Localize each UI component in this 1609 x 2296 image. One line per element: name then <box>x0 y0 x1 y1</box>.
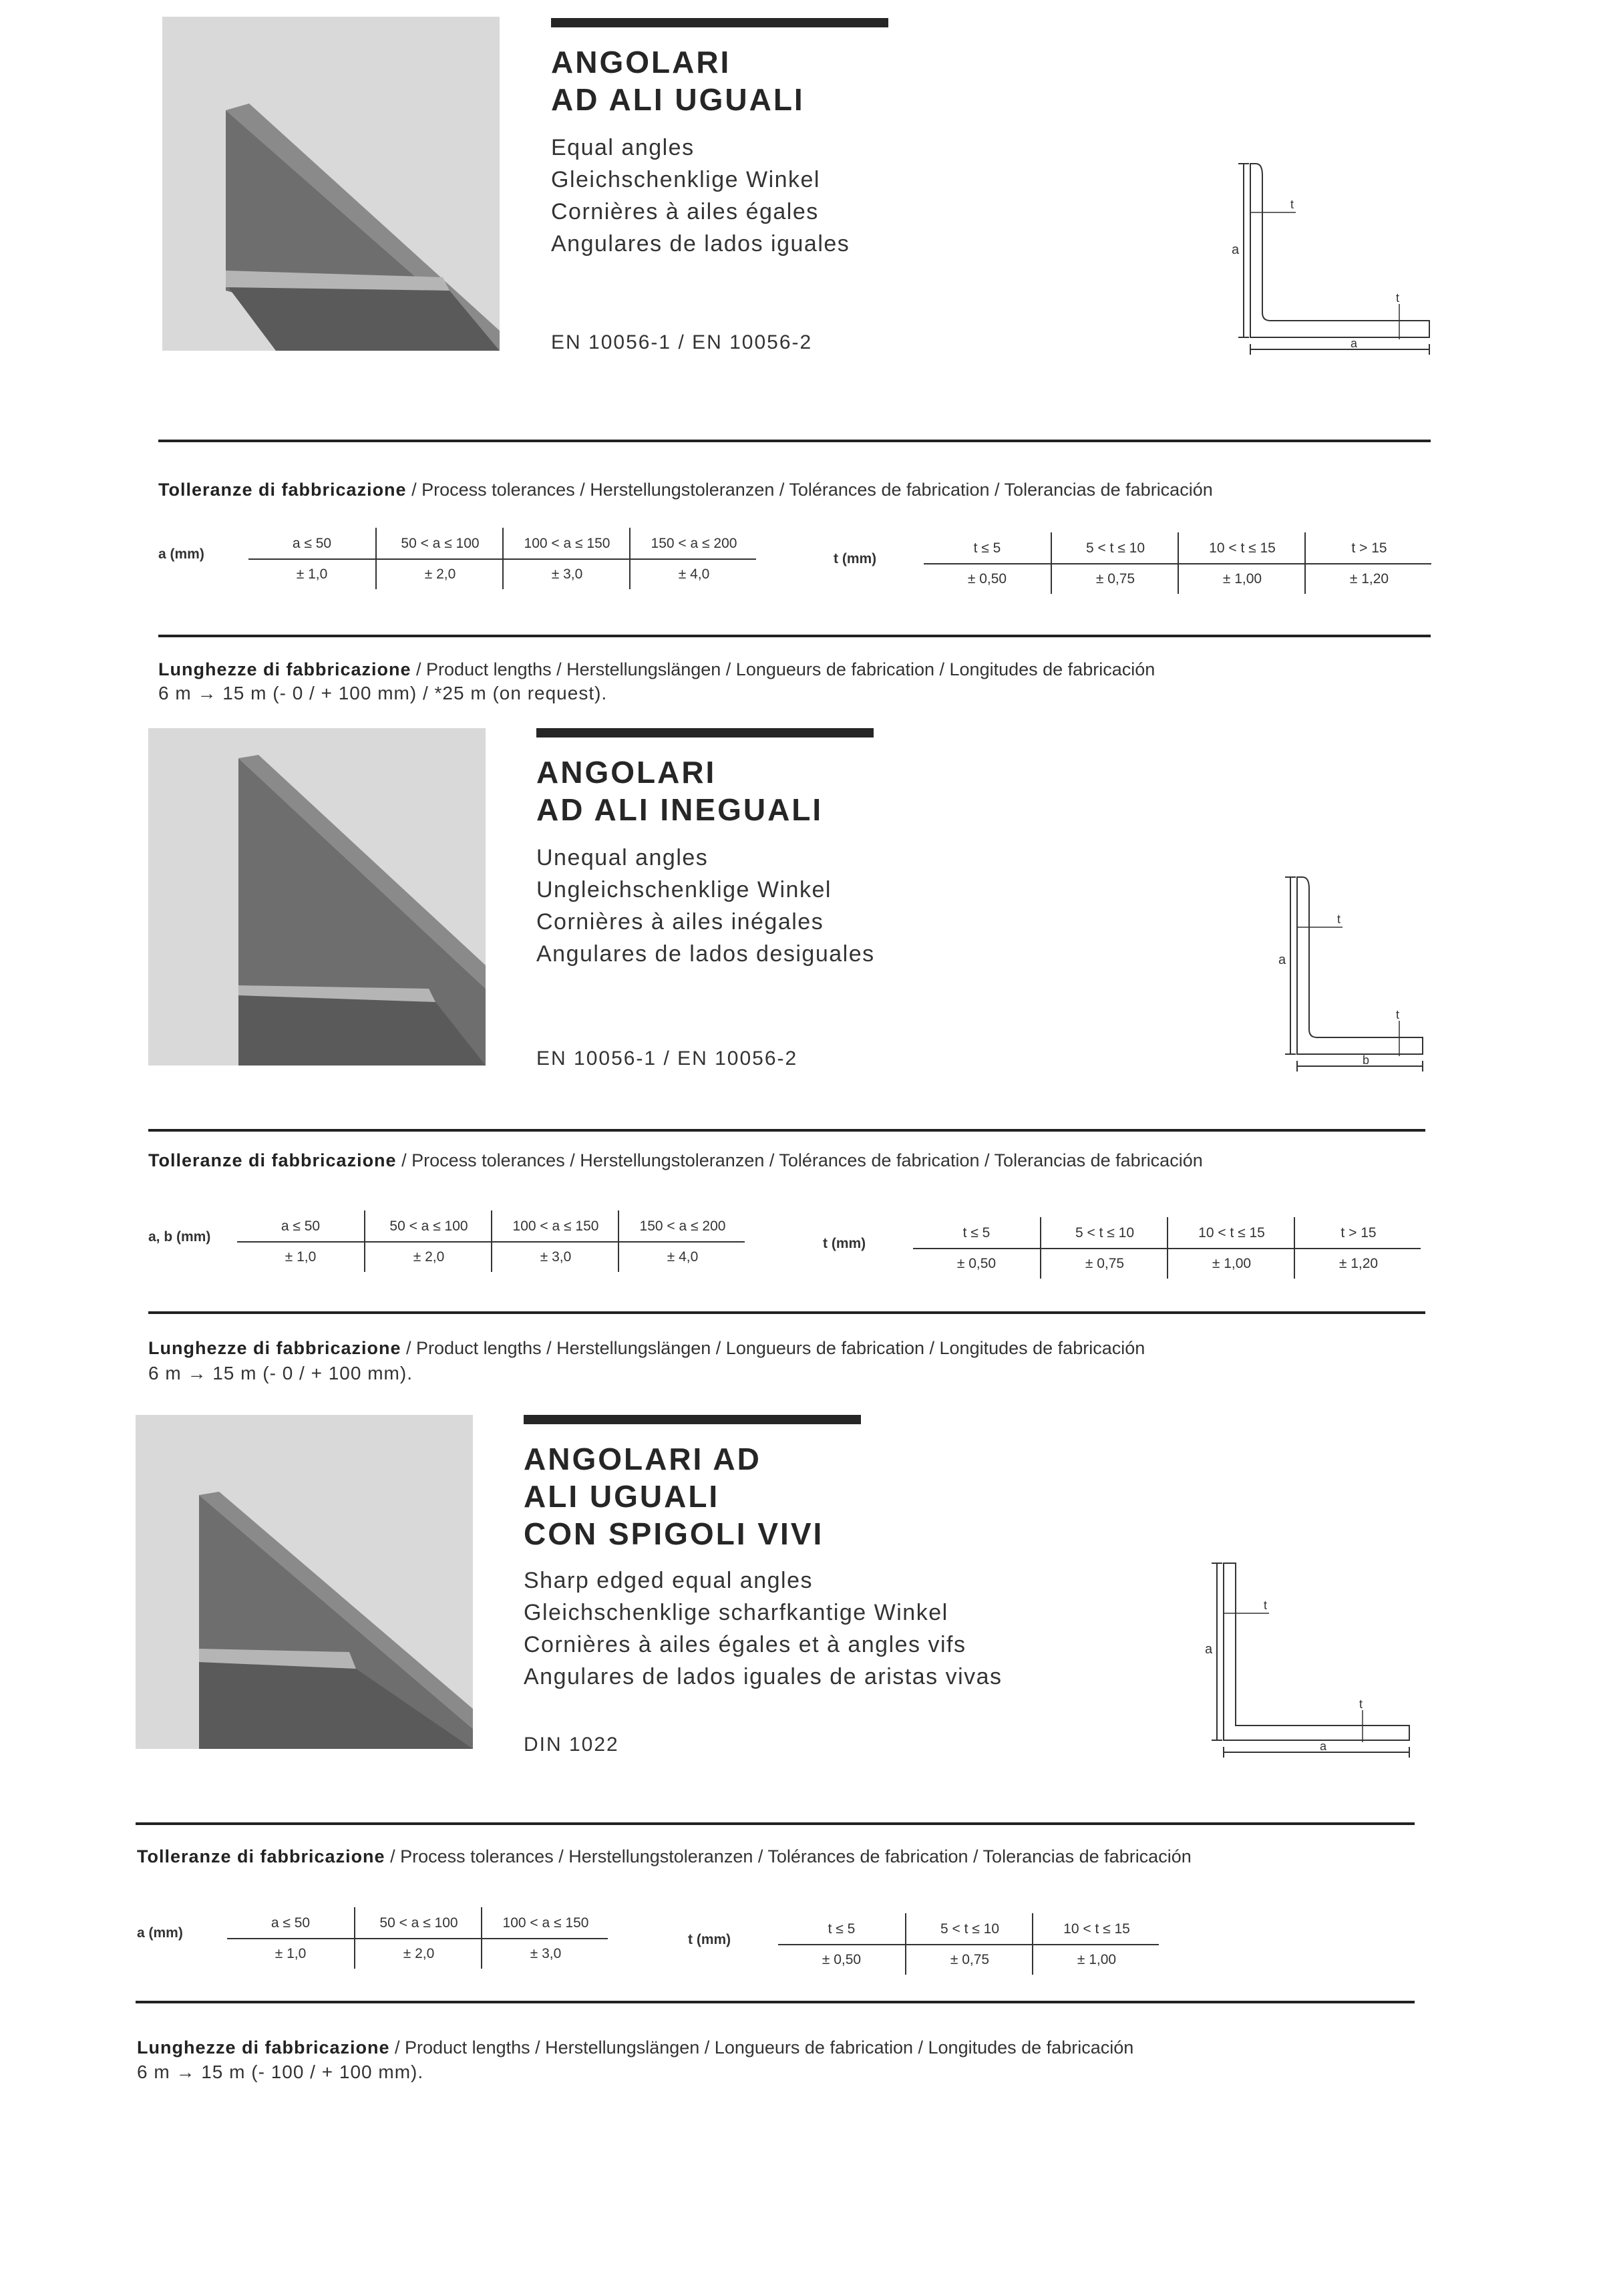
tolerances-heading <box>137 1846 1192 1867</box>
size-tolerance-label: a (mm) <box>158 546 204 562</box>
size-tolerance-label: a, b (mm) <box>148 1229 211 1245</box>
product-lengths: 6 m → 15 m (- 0 / + 100 mm) / *25 m (on request). <box>158 683 608 703</box>
table-cell <box>1178 532 1306 594</box>
table-cell <box>1040 1217 1168 1279</box>
title-bar <box>536 728 874 737</box>
range: 10 < t ≤ 15 <box>1198 1225 1265 1241</box>
tolerance: ± 1,0 <box>275 1946 307 1961</box>
table-cell <box>364 1210 492 1272</box>
translations <box>524 1565 1003 1693</box>
divider <box>158 440 1431 442</box>
size-tolerance-label: a (mm) <box>137 1925 183 1941</box>
tolerances-heading-bold: Tolleranze di fabbricazione <box>137 1846 385 1866</box>
dim-base-label: a <box>1320 1740 1327 1753</box>
section-title <box>536 754 823 828</box>
dim-t2-label: t <box>1396 291 1400 305</box>
size-tolerance-table <box>248 528 756 589</box>
translation-es: Angulares de lados iguales <box>551 231 850 257</box>
range: 5 < t ≤ 10 <box>940 1921 999 1937</box>
title-line: ANGOLARI <box>551 45 731 79</box>
range: 10 < t ≤ 15 <box>1063 1921 1130 1937</box>
table-cell <box>913 1217 1040 1279</box>
standard-reference: DIN 1022 <box>524 1734 619 1756</box>
divider <box>136 1822 1415 1825</box>
product-photo <box>148 728 486 1065</box>
tolerance: ± 4,0 <box>667 1249 699 1265</box>
lengths-heading <box>137 2037 1133 2058</box>
lengths-heading-bold: Lunghezze di fabbricazione <box>148 1338 401 1358</box>
title-line: CON SPIGOLI VIVI <box>524 1516 824 1551</box>
table-cell <box>227 1907 354 1969</box>
tolerances-heading <box>158 480 1213 500</box>
divider <box>148 1129 1425 1132</box>
range: t ≤ 5 <box>973 540 1001 556</box>
dim-a-label: a <box>1232 242 1240 257</box>
table-cell <box>502 528 631 589</box>
lengths-heading <box>158 659 1155 680</box>
range: 150 < a ≤ 200 <box>639 1218 726 1234</box>
table-cell <box>1032 1913 1160 1975</box>
range: 5 < t ≤ 10 <box>1086 540 1145 556</box>
range: 150 < a ≤ 200 <box>651 536 737 551</box>
table-cell <box>491 1210 619 1272</box>
lengths-heading <box>148 1338 1145 1359</box>
product-lengths: 6 m → 15 m (- 100 / + 100 mm). <box>137 2062 424 2082</box>
table-cell <box>481 1907 609 1969</box>
translation-de: Ungleichschenklige Winkel <box>536 877 832 903</box>
range: 50 < a ≤ 100 <box>401 536 480 551</box>
tolerance: ± 1,00 <box>1222 571 1262 587</box>
range: a ≤ 50 <box>271 1915 311 1931</box>
table-cell <box>1304 532 1433 594</box>
table-cell <box>237 1210 364 1272</box>
dim-t2-label: t <box>1359 1697 1363 1711</box>
size-tolerance-table <box>237 1210 745 1272</box>
dim-t-label: t <box>1337 913 1341 926</box>
table-cell <box>924 532 1051 594</box>
table-cell <box>1294 1217 1422 1279</box>
angle-profile-diagram <box>1276 874 1436 1081</box>
tolerance: ± 1,00 <box>1077 1952 1117 1967</box>
divider <box>148 1311 1425 1314</box>
translation-fr: Cornières à ailes inégales <box>536 909 824 935</box>
tolerance: ± 0,75 <box>1095 571 1135 587</box>
range: t > 15 <box>1340 1225 1377 1241</box>
tolerance: ± 0,50 <box>967 571 1007 587</box>
table-cell <box>629 528 757 589</box>
range: t ≤ 5 <box>962 1225 991 1241</box>
tolerance: ± 2,0 <box>403 1946 435 1961</box>
tolerance: ± 0,75 <box>950 1952 990 1967</box>
tolerance: ± 2,0 <box>413 1249 445 1265</box>
table-cell <box>778 1913 905 1975</box>
title-line: AD ALI UGUALI <box>551 82 805 117</box>
tolerance: ± 1,0 <box>296 566 328 582</box>
range: 5 < t ≤ 10 <box>1075 1225 1134 1241</box>
translation-en: Equal angles <box>551 135 695 160</box>
thickness-tolerance-label: t (mm) <box>823 1236 866 1251</box>
standard-reference: EN 10056-1 / EN 10056-2 <box>551 331 813 353</box>
tolerance: ± 1,0 <box>285 1249 317 1265</box>
range: a ≤ 50 <box>281 1218 321 1234</box>
product-lengths: 6 m → 15 m (- 0 / + 100 mm). <box>148 1363 413 1383</box>
title-line: AD ALI INEGUALI <box>536 792 824 827</box>
range: 100 < a ≤ 150 <box>512 1218 599 1234</box>
tolerances-heading-rest: / Process tolerances / Herstellungstoleranzen / Tolérances de fabrication / Tolerancias de fabricación <box>406 480 1213 500</box>
table-cell <box>354 1907 482 1969</box>
tolerance: ± 3,0 <box>530 1946 562 1961</box>
range: a ≤ 50 <box>292 536 332 551</box>
lengths-heading-rest: / Product lengths / Herstellungslängen / Longueurs de fabrication / Longitudes de fabricación <box>411 659 1155 679</box>
tolerance: ± 0,75 <box>1085 1256 1125 1271</box>
section-title <box>551 43 805 118</box>
divider <box>136 2001 1415 2003</box>
translation-fr: Cornières à ailes égales <box>551 199 819 224</box>
range: 50 < a ≤ 100 <box>379 1915 458 1931</box>
dim-base-label: a <box>1351 337 1358 350</box>
dim-a-label: a <box>1205 1642 1213 1657</box>
title-line: ALI UGUALI <box>524 1479 720 1514</box>
range: 100 < a ≤ 150 <box>502 1915 589 1931</box>
divider <box>158 635 1431 637</box>
tolerance: ± 0,50 <box>956 1256 997 1271</box>
range: t ≤ 5 <box>828 1921 856 1937</box>
tolerances-heading-bold: Tolleranze di fabbricazione <box>158 480 407 500</box>
lengths-heading-bold: Lunghezze di fabbricazione <box>137 2037 390 2058</box>
range: 50 < a ≤ 100 <box>389 1218 468 1234</box>
translation-es: Angulares de lados desiguales <box>536 941 875 967</box>
translation-en: Sharp edged equal angles <box>524 1568 813 1593</box>
range: 10 < t ≤ 15 <box>1209 540 1276 556</box>
tolerances-heading-bold: Tolleranze di fabbricazione <box>148 1150 397 1170</box>
table-cell <box>248 528 375 589</box>
standard-reference: EN 10056-1 / EN 10056-2 <box>536 1047 798 1070</box>
dim-t-label: t <box>1290 198 1294 211</box>
translation-es: Angulares de lados iguales de aristas vivas <box>524 1664 1003 1689</box>
translations <box>536 842 875 970</box>
thickness-tolerance-table <box>913 1217 1421 1279</box>
range: t > 15 <box>1351 540 1387 556</box>
lengths-heading-rest: / Product lengths / Herstellungslängen / Longueurs de fabrication / Longitudes de fabricación <box>389 2037 1134 2058</box>
title-line: ANGOLARI AD <box>524 1442 761 1476</box>
product-photo <box>136 1415 473 1749</box>
tolerance: ± 1,00 <box>1212 1256 1252 1271</box>
size-tolerance-table <box>227 1907 608 1969</box>
tolerances-heading <box>148 1150 1203 1171</box>
tolerance: ± 1,20 <box>1349 571 1389 587</box>
product-photo <box>162 17 500 351</box>
thickness-tolerance-label: t (mm) <box>834 551 877 566</box>
thickness-tolerance-table <box>778 1913 1159 1975</box>
tolerances-heading-rest: / Process tolerances / Herstellungstoleranzen / Tolérances de fabrication / Tolerancias de fabricación <box>385 1846 1192 1866</box>
dim-base-label: b <box>1363 1053 1370 1067</box>
tolerance: ± 3,0 <box>551 566 583 582</box>
dim-a-label: a <box>1278 953 1286 967</box>
title-bar <box>524 1415 861 1424</box>
angle-profile-diagram <box>1202 1560 1423 1767</box>
range: 100 < a ≤ 150 <box>524 536 610 551</box>
tolerance: ± 2,0 <box>424 566 456 582</box>
translation-en: Unequal angles <box>536 845 709 870</box>
thickness-tolerance-table <box>924 532 1431 594</box>
tolerance: ± 4,0 <box>678 566 710 582</box>
table-cell <box>375 528 504 589</box>
tolerances-heading-rest: / Process tolerances / Herstellungstoleranzen / Tolérances de fabrication / Tolerancias de fabricación <box>396 1150 1203 1170</box>
dim-t2-label: t <box>1396 1008 1400 1021</box>
translation-de: Gleichschenklige Winkel <box>551 167 820 192</box>
title-line: ANGOLARI <box>536 755 717 790</box>
table-cell <box>1051 532 1179 594</box>
title-bar <box>551 18 888 27</box>
dim-t-label: t <box>1264 1599 1268 1612</box>
tolerance: ± 3,0 <box>540 1249 572 1265</box>
angle-profile-diagram <box>1229 160 1449 361</box>
translation-de: Gleichschenklige scharfkantige Winkel <box>524 1600 948 1625</box>
lengths-heading-rest: / Product lengths / Herstellungslängen / Longueurs de fabrication / Longitudes de fabricación <box>401 1338 1145 1358</box>
translation-fr: Cornières à ailes égales et à angles vifs <box>524 1632 966 1657</box>
tolerance: ± 0,50 <box>822 1952 862 1967</box>
tolerance: ± 1,20 <box>1338 1256 1379 1271</box>
table-cell <box>1167 1217 1295 1279</box>
translations <box>551 132 850 260</box>
section-title <box>524 1440 824 1552</box>
thickness-tolerance-label: t (mm) <box>688 1932 731 1947</box>
table-cell <box>905 1913 1033 1975</box>
lengths-heading-bold: Lunghezze di fabbricazione <box>158 659 411 679</box>
table-cell <box>618 1210 746 1272</box>
